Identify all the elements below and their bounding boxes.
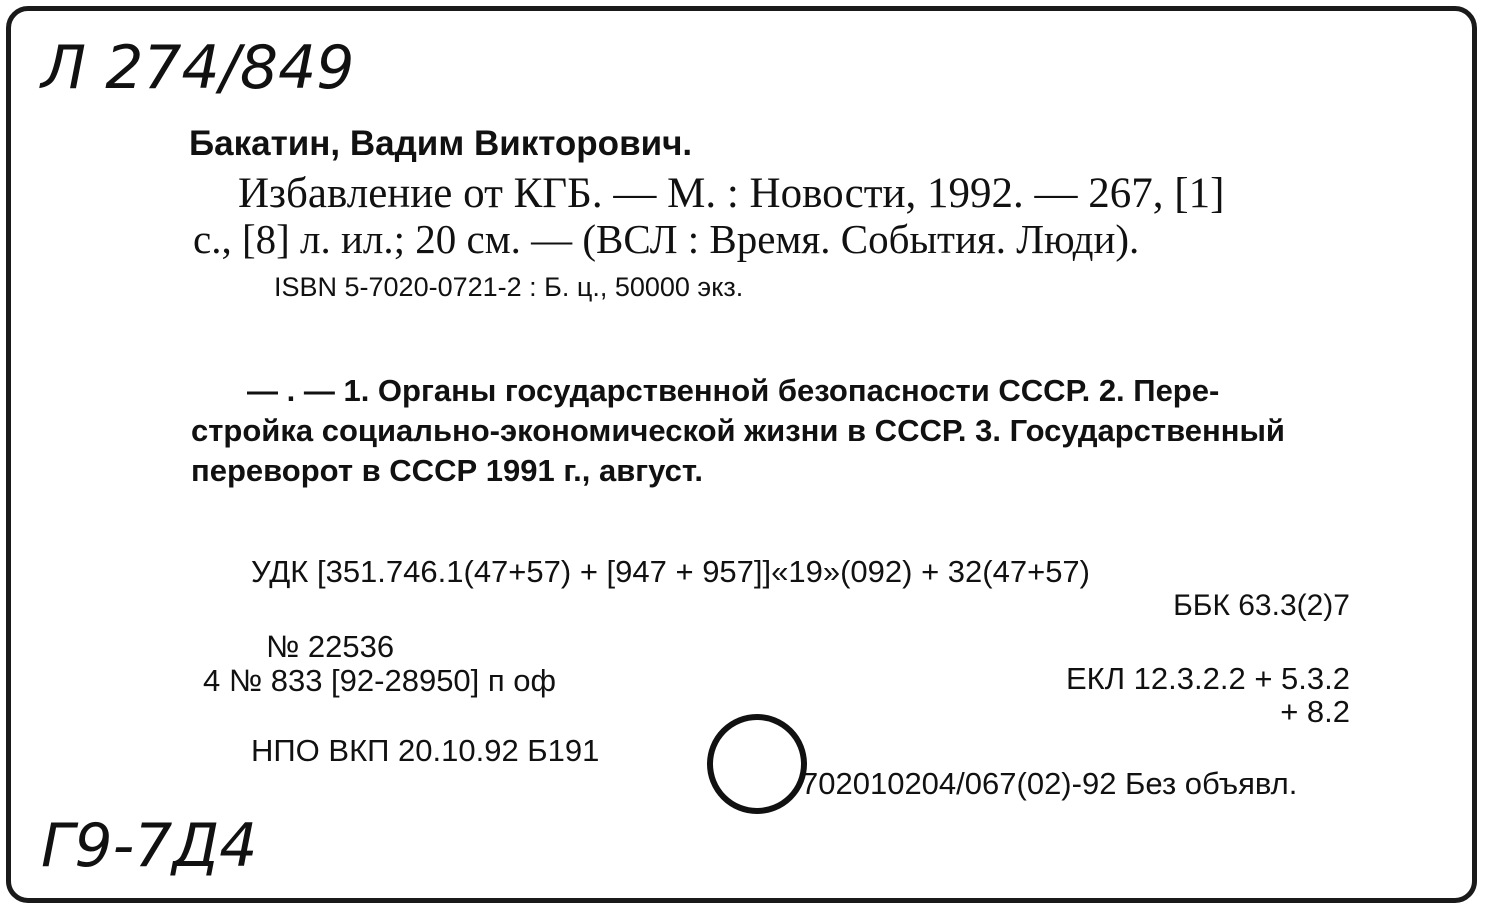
order-number: 4 № 833 [92-28950] п оф bbox=[203, 663, 557, 698]
udk-classification: УДК [351.746.1(47+57) + [947 + 957]]«19»(092) + 32(47+57) bbox=[251, 554, 1090, 589]
ekl-classification-continued: + 8.2 bbox=[1280, 694, 1350, 729]
subjects-line-2: стройка социально-экономической жизни в СССР. 3. Государственный bbox=[191, 413, 1285, 448]
handwritten-shelfmark: Л 274/849 bbox=[41, 33, 355, 103]
subjects-line-3: переворот в СССР 1991 г., август. bbox=[191, 453, 703, 488]
title-line-2: с., [8] л. ил.; 20 см. — (ВСЛ : Время. События. Люди). bbox=[193, 216, 1140, 262]
bbk-classification: ББК 63.3(2)7 bbox=[1173, 589, 1350, 622]
subjects-line-1: — . — 1. Органы государственной безопасности СССР. 2. Пере- bbox=[247, 373, 1220, 408]
record-number: № 22536 bbox=[266, 629, 395, 664]
publisher-code: 702010204/067(02)-92 Без объявл. bbox=[801, 766, 1298, 801]
isbn-line: ISBN 5-7020-0721-2 : Б. ц., 50000 экз. bbox=[274, 272, 744, 302]
printer-imprint: НПО ВКП 20.10.92 Б191 bbox=[251, 733, 600, 768]
ekl-classification: ЕКЛ 12.3.2.2 + 5.3.2 bbox=[1065, 661, 1350, 696]
author-heading: Бакатин, Вадим Викторович. bbox=[189, 124, 693, 163]
circle-mark-icon bbox=[707, 714, 807, 814]
handwritten-call-number: Г9-7Д4 bbox=[41, 811, 258, 881]
catalog-card bbox=[6, 6, 1477, 903]
title-line-1: Избавление от КГБ. — М. : Новости, 1992. — 267, [1] bbox=[238, 170, 1225, 217]
